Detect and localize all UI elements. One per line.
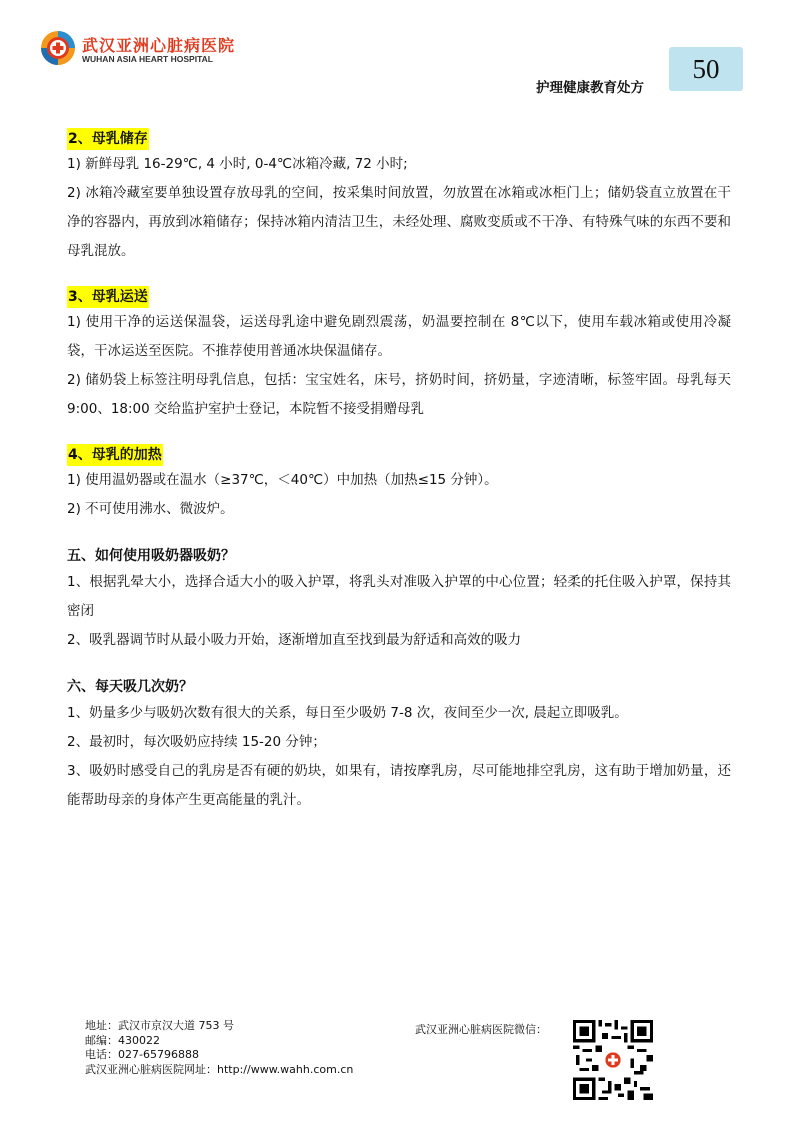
paragraph: 1) 使用温奶器或在温水（≥37℃，＜40℃）中加热（加热≤15 分钟）。 [67, 472, 498, 488]
section-title: 4、母乳的加热 [67, 444, 163, 466]
section-transport [67, 286, 731, 424]
section-pump-frequency [67, 675, 731, 815]
category-label: 护理健康教育处方 [536, 80, 644, 96]
paragraph: 2、吸乳器调节时从最小吸力开始，逐渐增加直至找到最为舒适和高效的吸力 [67, 632, 522, 648]
footer-postcode: 邮编：430022 [85, 1033, 160, 1047]
page-number: 50 [669, 47, 743, 91]
paragraph: 1、根据乳晕大小，选择合适大小的吸入护罩，将乳头对准吸入护罩的中心位置；轻柔的托住吸入护罩，保持其密闭 [67, 574, 731, 619]
footer-website[interactable]: 武汉亚洲心脏病医院网址：http://www.wahh.com.cn [85, 1062, 354, 1076]
section-heating [67, 444, 731, 524]
wechat-label: 武汉亚洲心脏病医院微信： [415, 1023, 547, 1036]
footer-phone: 电话：027-65796888 [85, 1048, 199, 1061]
footer-address: 地址：武汉市京汉大道 753 号 [85, 1019, 234, 1032]
paragraph: 3、吸奶时感受自己的乳房是否有硬的奶块，如果有，请按摩乳房，尽可能地排空乳房，这有助于增加奶量，还能帮助母亲的身体产生更高能量的乳汁。 [67, 763, 731, 808]
paragraph: 1、奶量多少与吸奶次数有很大的关系，每日至少吸奶 7-8 次，夜间至少一次, 晨起立即吸乳。 [67, 705, 628, 721]
paragraph: 2) 不可使用沸水、微波炉。 [67, 501, 234, 517]
paragraph: 2、最初时，每次吸奶应持续 15-20 分钟； [67, 734, 326, 750]
document-body [67, 128, 731, 815]
wechat-qr-code-icon [573, 1020, 653, 1100]
footer-contact [85, 1019, 353, 1077]
paragraph: 1) 新鲜母乳 16-29℃, 4 小时, 0-4℃冰箱冷藏, 72 小时; [67, 156, 408, 172]
hospital-name-cn: 武汉亚洲心脏病医院 [82, 36, 236, 55]
section-title: 六、每天吸几次奶？ [67, 679, 193, 695]
paragraph: 1) 使用干净的运送保温袋，运送母乳途中避免剧烈震荡，奶温要控制在 8℃以下，使用车载冰箱或使用冷凝袋，干冰运送至医院。不推荐使用普通冰块保温储存。 [67, 314, 731, 359]
section-title: 2、母乳储存 [67, 128, 149, 150]
section-pump-usage [67, 544, 731, 655]
heart-cross-logo-icon [40, 30, 76, 66]
section-storage [67, 128, 731, 266]
section-title: 3、母乳运送 [67, 286, 149, 308]
hospital-name-en: WUHAN ASIA HEART HOSPITAL [82, 54, 213, 64]
section-title: 五、如何使用吸奶器吸奶？ [67, 548, 235, 564]
paragraph: 2) 冰箱冷藏室要单独设置存放母乳的空间，按采集时间放置，勿放置在冰箱或冰柜门上；储奶袋直立放置在干净的容器内，再放到冰箱储存；保持冰箱内清洁卫生，未经处理、腐败变质或不干净、有特殊气味的东西不要和母乳混放。 [67, 185, 731, 259]
paragraph: 2) 储奶袋上标签注明母乳信息，包括：宝宝姓名，床号，挤奶时间，挤奶量，字迹清晰，标签牢固。母乳每天 9:00、18:00 交给监护室护士登记，本院暂不接受捐赠母乳 [67, 372, 731, 417]
